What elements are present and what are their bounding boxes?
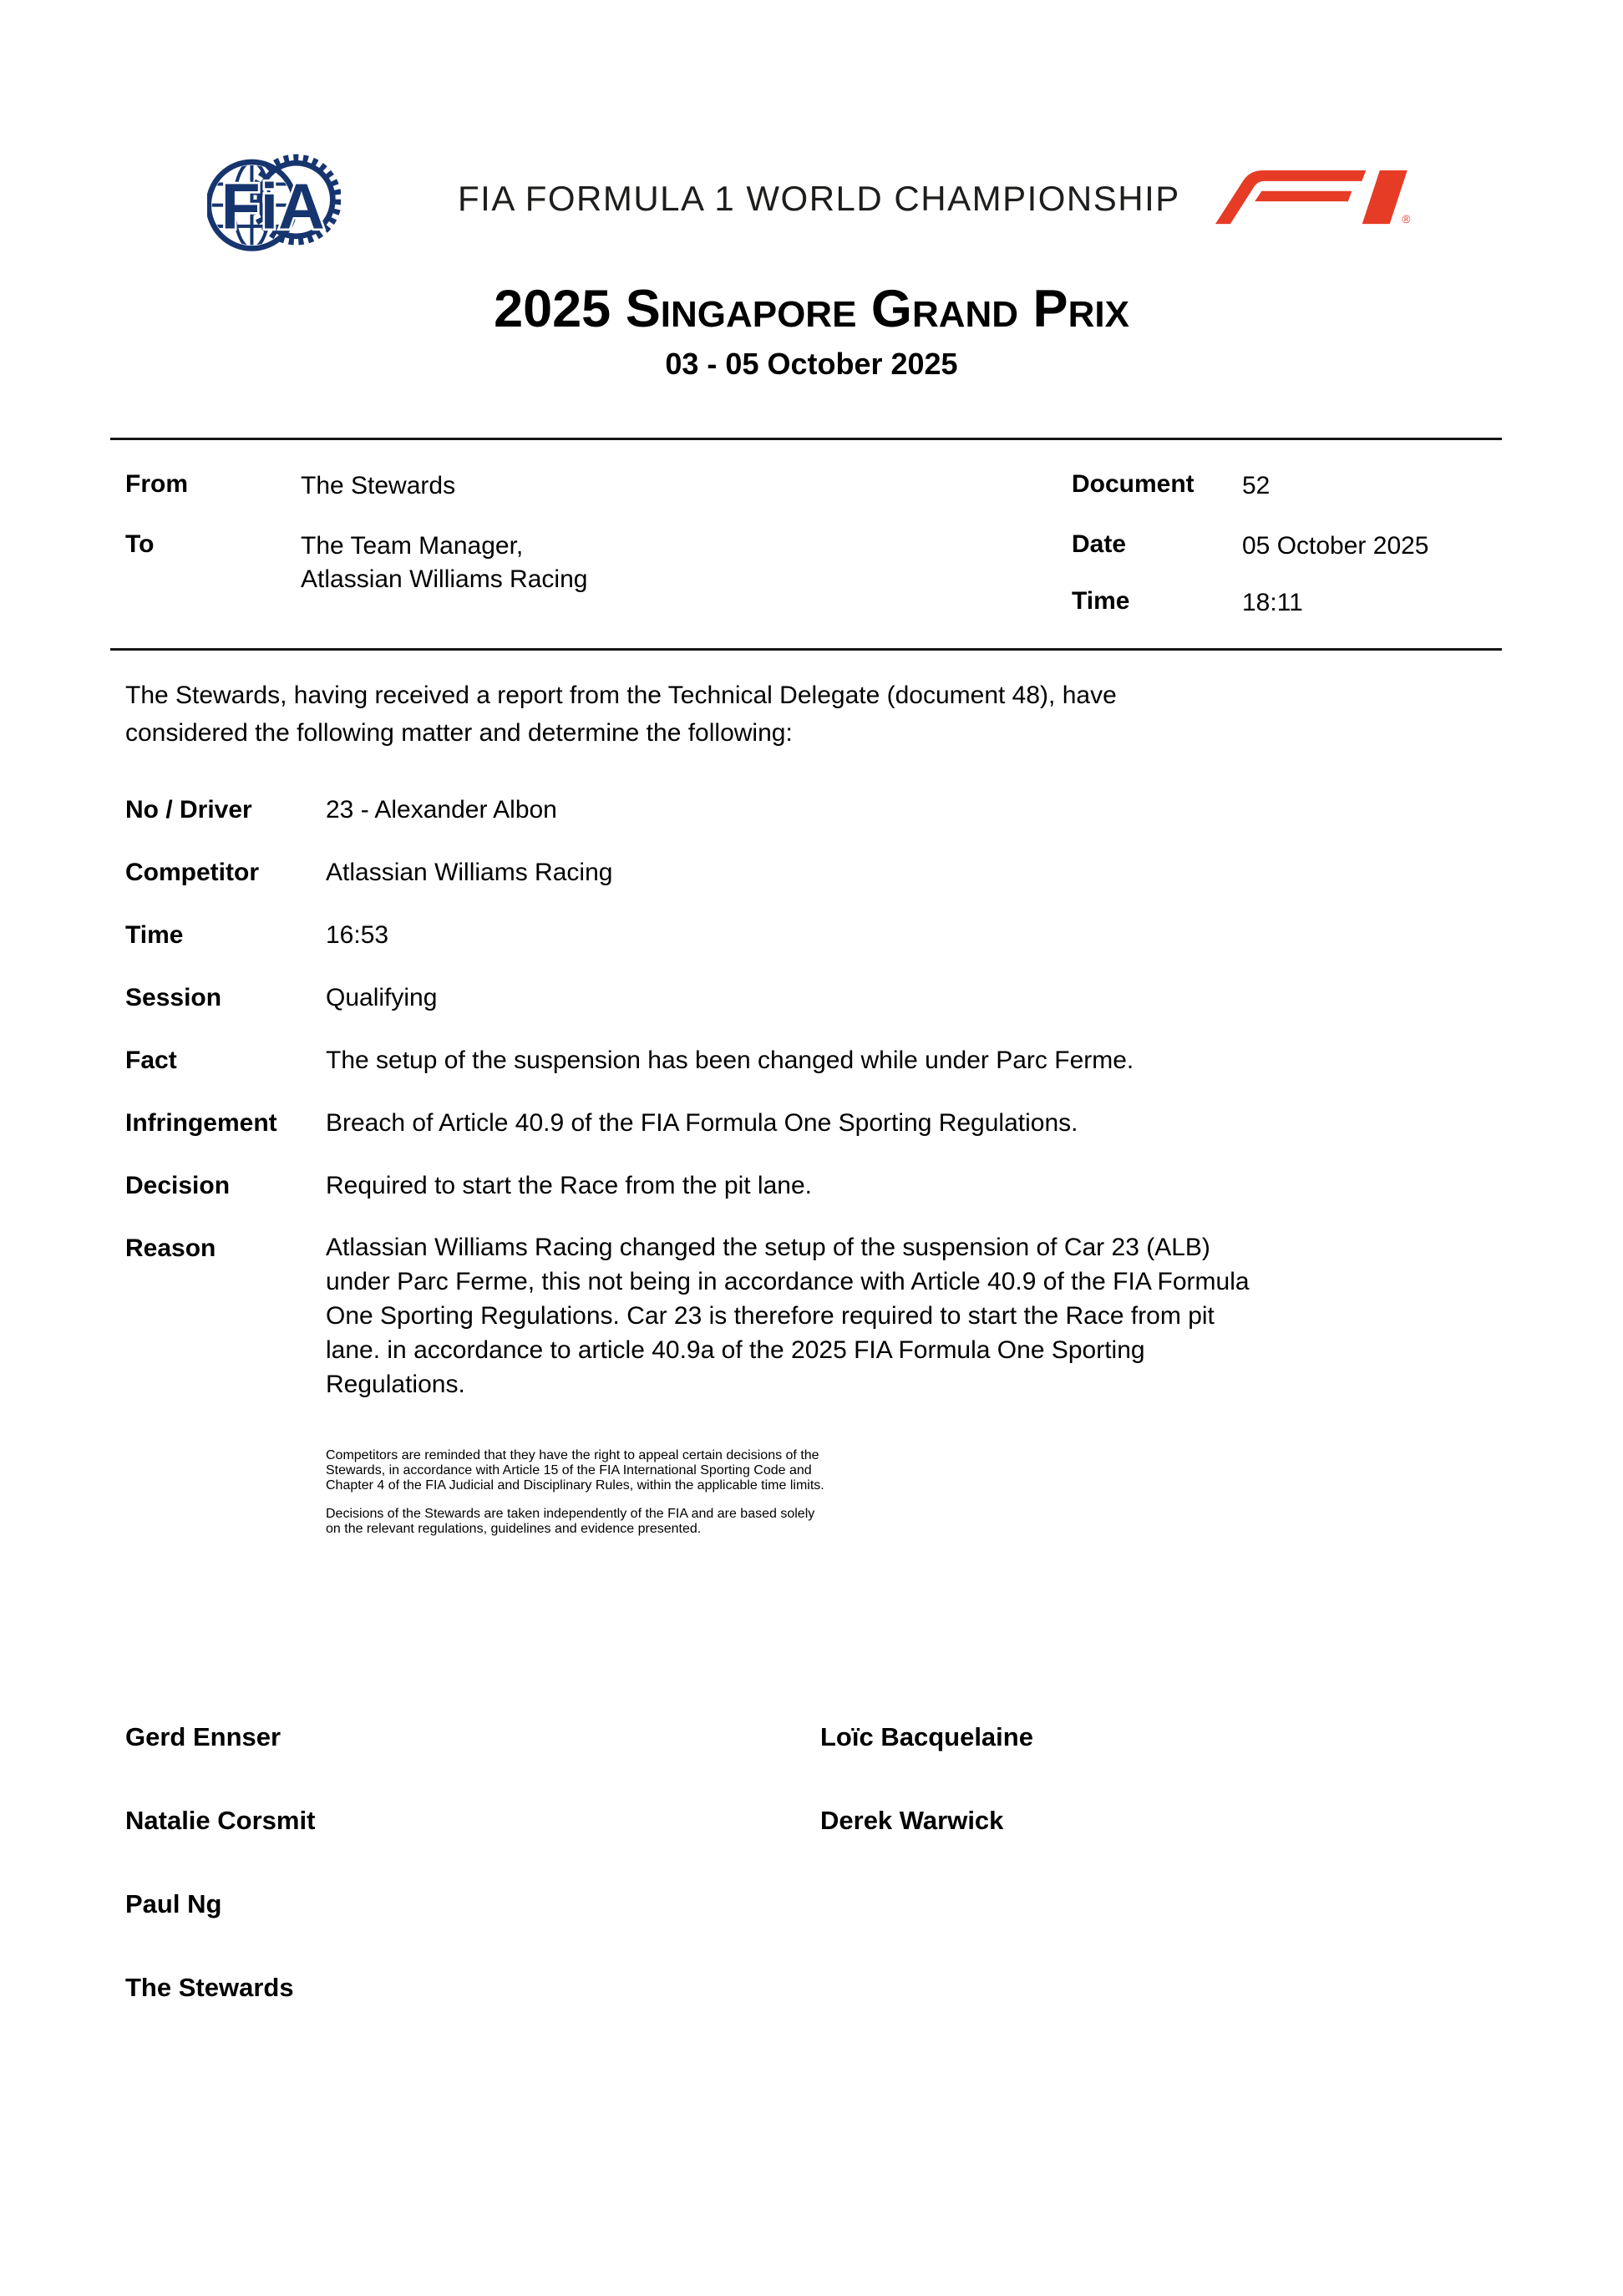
appeal-note-line: Competitors are reminded that they have the right to appeal certain decisions of the xyxy=(326,1448,819,1462)
field-row-fact xyxy=(125,1042,1504,1079)
independence-note-line: on the relevant regulations, guidelines and evidence presented. xyxy=(326,1522,702,1536)
f1-logo-one xyxy=(1362,170,1407,224)
title-block xyxy=(0,281,1623,382)
field-value: 23 - Alexander Albon xyxy=(326,796,557,824)
field-value: The setup of the suspension has been changed while under Parc Ferme. xyxy=(326,1047,1134,1074)
independence-note-line: Decisions of the Stewards are taken independently of the FIA and are based solely xyxy=(326,1507,815,1521)
from-value: The Stewards xyxy=(301,472,456,499)
event-dates: 03 - 05 October 2025 xyxy=(665,347,958,382)
from-label: From xyxy=(125,470,188,498)
field-row-no-driver xyxy=(125,792,1504,829)
date-value: 05 October 2025 xyxy=(1242,532,1429,560)
field-value: Required to start the Race from the pit lane. xyxy=(326,1172,812,1199)
time-label: Time xyxy=(1072,587,1130,615)
signature-row xyxy=(125,1722,1504,1806)
field-row-reason xyxy=(125,1230,1504,1401)
reason-line: under Parc Ferme, this not being in accordance with Article 40.9 of the FIA Formula xyxy=(326,1268,1250,1295)
divider-bottom xyxy=(110,648,1502,651)
document-value: 52 xyxy=(1242,472,1271,499)
field-value-reason xyxy=(326,1230,1504,1401)
appeal-note-line: Chapter 4 of the FIA Judicial and Disciplinary Rules, within the applicable time limits. xyxy=(326,1478,824,1493)
field-value: Breach of Article 40.9 of the FIA Formula One Sporting Regulations. xyxy=(326,1109,1078,1137)
intro-line2: considered the following matter and determine the following: xyxy=(125,719,793,747)
divider-top xyxy=(110,438,1502,440)
intro-line1: The Stewards, having received a report from the Technical Delegate (document 48), have xyxy=(125,682,1117,709)
time-value: 18:11 xyxy=(1242,589,1303,616)
signatures-section xyxy=(125,1722,1504,2056)
f1-logo-icon xyxy=(1215,170,1414,226)
steward-name: Paul Ng xyxy=(125,1889,222,1918)
steward-name: Derek Warwick xyxy=(820,1806,1004,1835)
field-label: Competitor xyxy=(125,859,259,886)
f1-registered-mark: ® xyxy=(1402,213,1411,226)
fia-logo-letters: FiA xyxy=(221,170,325,243)
f1-logo-f-bar xyxy=(1255,191,1352,201)
field-row-session xyxy=(125,980,1504,1016)
field-label: No / Driver xyxy=(125,796,252,824)
field-value: 16:53 xyxy=(326,921,389,949)
date-label: Date xyxy=(1072,530,1127,558)
to-value xyxy=(301,530,587,596)
steward-name: Gerd Ennser xyxy=(125,1722,281,1751)
signature-row xyxy=(125,1806,1504,1889)
field-row-infringement xyxy=(125,1105,1504,1142)
to-value-line2: Atlassian Williams Racing xyxy=(301,565,588,593)
notes-section xyxy=(326,1448,824,1550)
reason-line: One Sporting Regulations. Car 23 is therefore required to start the Race from pit xyxy=(326,1302,1215,1330)
reason-line: Regulations. xyxy=(326,1371,465,1398)
to-value-line1: The Team Manager, xyxy=(301,532,524,560)
field-row-time xyxy=(125,917,1504,954)
field-label: Infringement xyxy=(125,1109,277,1137)
field-row-competitor xyxy=(125,854,1504,891)
document-label: Document xyxy=(1072,470,1194,498)
to-label: To xyxy=(125,530,155,558)
page-title: 2025 Singapore Grand Prix xyxy=(494,280,1129,338)
field-label: Session xyxy=(125,984,222,1011)
signature-row xyxy=(125,1889,1504,1973)
steward-name: Loïc Bacquelaine xyxy=(820,1722,1033,1751)
decision-fields xyxy=(125,792,1504,1427)
intro-paragraph xyxy=(125,677,1117,752)
steward-name: Natalie Corsmit xyxy=(125,1806,316,1835)
appeal-note-line: Stewards, in accordance with Article 15 of the FIA International Sporting Code and xyxy=(326,1463,812,1477)
field-label: Time xyxy=(125,921,184,949)
field-value: Atlassian Williams Racing xyxy=(326,859,613,886)
field-row-decision xyxy=(125,1168,1504,1204)
signature-row xyxy=(125,1973,1504,2056)
field-label: Reason xyxy=(125,1234,216,1262)
fia-logo-icon xyxy=(207,142,341,264)
reason-line: lane. in accordance to article 40.9a of the 2025 FIA Formula One Sporting xyxy=(326,1336,1145,1364)
field-label: Fact xyxy=(125,1047,177,1074)
field-value: Qualifying xyxy=(326,984,438,1011)
championship-header: FIA FORMULA 1 WORLD CHAMPIONSHIP xyxy=(458,179,1180,218)
field-label: Decision xyxy=(125,1172,231,1199)
signatures-footer: The Stewards xyxy=(125,1973,294,2002)
reason-line: Atlassian Williams Racing changed the setup of the suspension of Car 23 (ALB) xyxy=(326,1234,1210,1261)
